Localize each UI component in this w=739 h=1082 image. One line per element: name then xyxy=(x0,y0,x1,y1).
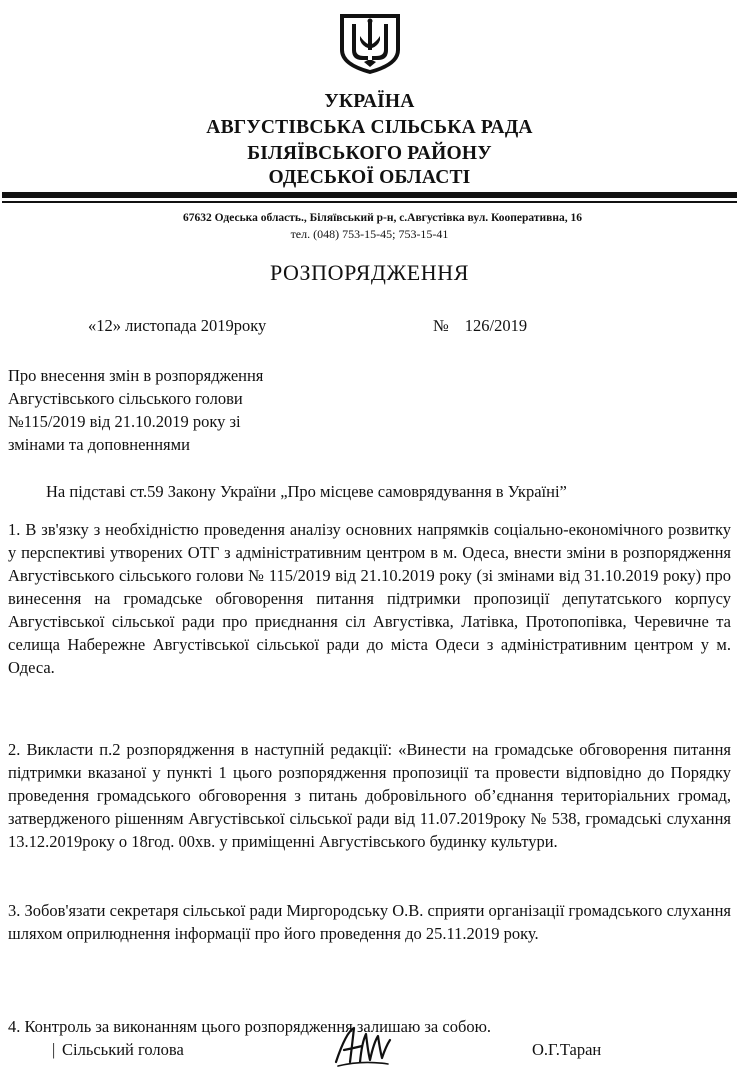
subject-line: №115/2019 від 21.10.2019 року зі xyxy=(8,412,241,431)
subject-line: змінами та доповненнями xyxy=(8,435,190,454)
signatory-title: Сільський голова xyxy=(62,1040,184,1059)
signatory-name: О.Г.Таран xyxy=(532,1040,602,1059)
number-value: 126/2019 xyxy=(464,316,528,335)
subject-line: Августівського сільського голови xyxy=(8,389,243,408)
legal-basis: На підставі ст.59 Закону України „Про місцеве самоврядування в Україні” xyxy=(46,482,567,501)
paragraph-1: 1. В зв'язку з необхідністю проведення аналізу основних напрямків соціально-економічного розвитку у перспективі утворених ОТГ з адміністративним центром в м. Одеса, внести зміни в розпорядження Августівського сільського голови № 115/2019 від 21.10.2019 року (зі змінами від 31.10.2019 року) про винесення на громадське обговорення питання підтримки пропозиції депутатського корпусу Августівської сільської ради про приєднання сіл Августівка, Латівка, Протопопівка, Черевичне та селища Набережне Августівської сільської ради до міста Одеси з адміністративним центром у м. Одеса. xyxy=(8,520,731,677)
header-divider-thick xyxy=(2,192,737,198)
header-divider-thin xyxy=(2,201,737,203)
header-district: БІЛЯЇВСЬКОГО РАЙОНУ xyxy=(247,143,492,164)
trident-coat-of-arms-icon xyxy=(334,10,406,76)
document-date: «12» листопада 2019року xyxy=(88,316,267,335)
header-region: ОДЕСЬКОЇ ОБЛАСТІ xyxy=(268,167,471,188)
paragraph-3: 3. Зобов'язати секретаря сільської ради Миргородську О.В. сприяти організації громадського слухання шляхом оприлюднення інформації про його проведення до 25.11.2019 року. xyxy=(8,901,731,943)
document-title: РОЗПОРЯДЖЕННЯ xyxy=(269,260,470,285)
header-address: 67632 Одеська область., Біляївський р-н, с.Августівка вул. Кооперативна, 16 xyxy=(183,212,582,224)
header-council: АВГУСТІВСЬКА СІЛЬСЬКА РАДА xyxy=(206,117,533,138)
header-country: УКРАЇНА xyxy=(324,91,415,112)
signature-margin-mark: | xyxy=(52,1040,56,1059)
header-phones: тел. (048) 753-15-45; 753-15-41 xyxy=(290,227,449,241)
paragraph-4: 4. Контроль за виконанням цього розпорядження залишаю за собою. xyxy=(8,1017,492,1036)
paragraph-2: 2. Викласти п.2 розпорядження в наступній редакції: «Винести на громадське обговорення питання підтримки вказаної у пункті 1 цього розпорядження пропозиції та провести відповідно до Порядку проведення громадського обговорення з питань добровільного об’єднання територіальних громад, затвердженого рішенням Августівської сільської ради від 11.07.2019року № 538, громадські слухання 13.12.2019року о 18год. 00хв. у приміщенні Августівського будинку культури. xyxy=(8,740,731,851)
subject-line: Про внесення змін в розпорядження xyxy=(8,366,264,385)
document-number xyxy=(433,316,527,336)
document-subject xyxy=(8,364,348,456)
number-sign: № xyxy=(433,316,449,335)
handwritten-signature xyxy=(332,1022,392,1070)
